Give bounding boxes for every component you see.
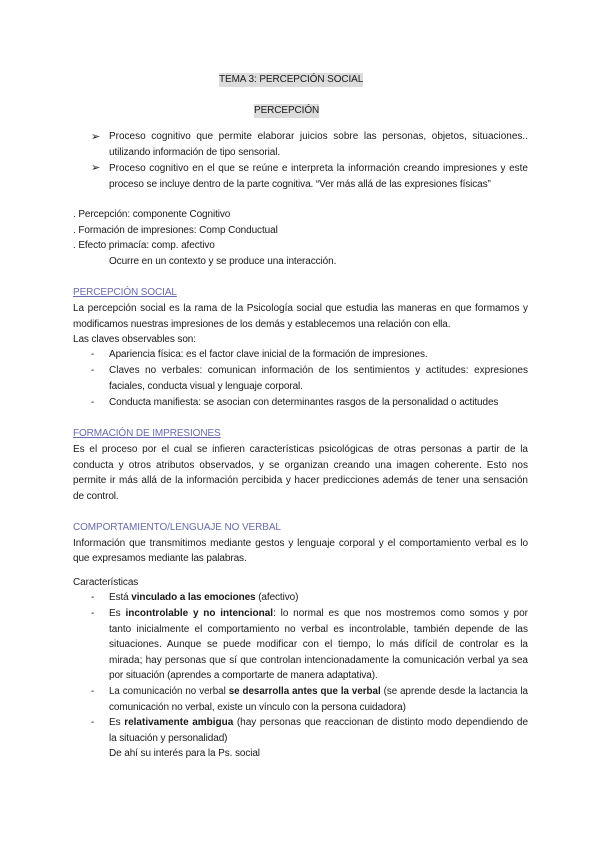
nonverbal-item-3-line-1: La comunicación no verbal se desarrolla antes que la verbal (se aprende desde la lactancia la: [109, 686, 528, 697]
dash-bullet-icon: -: [91, 365, 95, 376]
intro-bullet-1-line-2: utilizando información de tipo sensorial.: [109, 147, 280, 158]
impressions-para-line-1: Es el proceso por el cual se infieren características psicológicas de otras personas a partir de la: [73, 444, 528, 455]
page-subtitle: PERCEPCIÓN: [254, 105, 320, 116]
nonverbal-item-2-line-5: por situación (aprendes a comportarte de manera adaptativa).: [109, 670, 378, 681]
intro-bullet-1-line-1: Proceso cognitivo que permite elaborar juicios sobre las personas, objetos, situaciones..: [109, 131, 528, 142]
dash-bullet-icon: -: [91, 592, 95, 603]
nonverbal-item-4-line-2: la situación y personalidad): [109, 733, 228, 744]
context-line: Ocurre en un contexto y se produce una interacción.: [109, 256, 337, 267]
section-heading-social: PERCEPCIÓN SOCIAL: [73, 287, 177, 298]
nonverbal-item-2-line-4: mirada; hay personas que sí que controlan intencionadamente la comunicación verbal ya sea: [109, 655, 528, 666]
nonverbal-item-2-line-1: Es incontrolable y no intencional: lo normal es que nos mostremos como somos y por: [109, 608, 529, 619]
nonverbal-para-line-1: Información que transmitimos mediante gestos y lenguaje corporal y el comportamiento verbal es lo: [73, 538, 528, 549]
nonverbal-item-2-line-3: situaciones. Aunque se puede modificar con el tiempo, lo más difícil de controlar es la: [109, 639, 528, 650]
page-title: TEMA 3: PERCEPCIÓN SOCIAL: [219, 74, 364, 85]
intro-bullet-2-line-1: Proceso cognitivo en el que se reúne e interpreta la información creando impresiones y este: [109, 163, 528, 174]
social-item-1: Apariencia física: es el factor clave inicial de la formación de impresiones.: [109, 349, 428, 360]
dash-bullet-icon: -: [91, 397, 95, 408]
impressions-para-line-3: permite ir más allá de la información percibida y hacer predicciones además de tener una sensación: [73, 475, 528, 486]
social-para-line-2: modificamos nuestras impresiones de los demás y establecemos una relación con ella.: [73, 319, 451, 330]
component-line-1: . Percepción: componente Cognitivo: [73, 209, 231, 220]
nonverbal-item-4-line-1: Es relativamente ambigua (hay personas que reaccionan de distinto modo dependiendo de: [109, 717, 529, 728]
impressions-para-line-2: conducta y otros atributos observados, y se organizan creando una imagen coherente. Esto nos: [73, 460, 528, 471]
dash-bullet-icon: -: [91, 349, 95, 360]
arrow-bullet-icon: ➢: [91, 162, 101, 174]
dash-bullet-icon: -: [91, 608, 95, 619]
social-para-line-1: La percepción social es la rama de la Psicología social que estudia las maneras en que formamos y: [73, 303, 528, 314]
section-heading-impressions: FORMACIÓN DE IMPRESIONES: [73, 428, 221, 439]
nonverbal-item-3-line-2: comunicación no verbal, existe un vínculo con la persona cuidadora): [109, 702, 406, 713]
social-item-3: Conducta manifiesta: se asocian con determinantes rasgos de la personalidad o actitudes: [109, 397, 499, 408]
social-item-2-line-1: Claves no verbales: comunican información de los sentimientos y actitudes: expresiones: [109, 365, 528, 376]
dash-bullet-icon: -: [91, 686, 95, 697]
component-line-2: . Formación de impresiones: Comp Conductual: [73, 225, 278, 236]
nonverbal-item-4-line-3: De ahí su interés para la Ps. social: [109, 748, 260, 759]
component-line-3: . Efecto primacía: comp. afectivo: [73, 240, 215, 251]
arrow-bullet-icon: ➢: [91, 131, 101, 143]
nonverbal-item-1: Está vinculado a las emociones (afectivo): [109, 592, 299, 603]
intro-bullet-2-line-2: proceso se incluye dentro de la parte cognitiva. “Ver más allá de las expresiones físicas”: [109, 179, 491, 190]
social-keys-intro: Las claves observables son:: [73, 334, 196, 345]
characteristics-title: Características: [73, 577, 139, 588]
nonverbal-para-line-2: que expresamos mediante las palabras.: [73, 553, 247, 564]
nonverbal-item-2-line-2: tanto inicialmente el comportamiento no verbal es incontrolable, también depende de las: [109, 624, 528, 635]
dash-bullet-icon: -: [91, 717, 95, 728]
social-item-2-line-2: faciales, conducta visual y lenguaje corporal.: [109, 381, 303, 392]
section-heading-nonverbal: COMPORTAMIENTO/LENGUAJE NO VERBAL: [73, 522, 281, 533]
impressions-para-line-4: de control.: [73, 491, 119, 502]
